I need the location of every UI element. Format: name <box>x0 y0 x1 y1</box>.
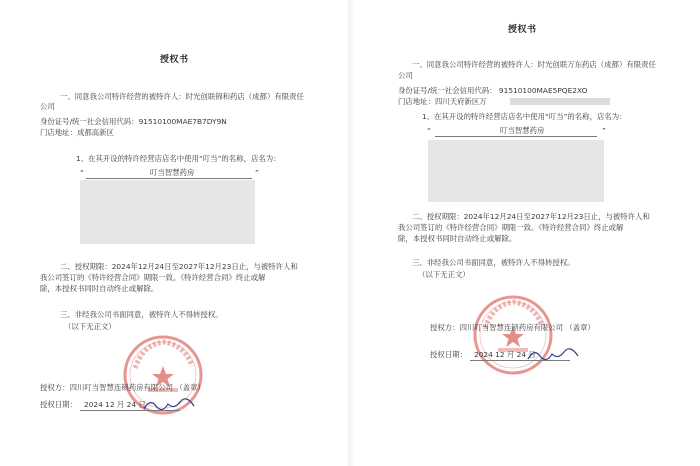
right-redacted-block <box>428 140 604 202</box>
right-address-redaction <box>510 98 610 105</box>
left-item1-line1: 一、同意我公司特许经营的被特许人：时光创联锦和药店（成都）有限责任 <box>60 92 304 101</box>
left-open-quote: “ <box>80 168 84 177</box>
left-term-line3: 除，本授权书同时自动终止或解除。 <box>40 284 159 293</box>
left-date-label: 授权日期： <box>40 400 77 409</box>
right-item1-line1: 一、同意我公司特许经营的被特许人：时光创联万东药店（成都）有限责任 <box>412 60 656 69</box>
left-item1-line2: 公司 <box>40 102 55 111</box>
right-date-label: 授权日期： <box>430 350 467 359</box>
right-company-seal <box>468 290 558 380</box>
right-open-quote: “ <box>427 126 431 135</box>
right-term-line3: 除，本授权书同时自动终止或解除。 <box>398 234 517 243</box>
left-store-name: 叮当智慧药房 <box>150 168 195 177</box>
right-term-line2: 我公司签订的《特许经营合同》期限一致。《特许经营合同》终止或解 <box>398 223 624 232</box>
left-close-quote: ” <box>255 168 259 177</box>
right-authorization-letter <box>350 0 700 466</box>
right-transfer-clause: 三、非经我公司书面同意，被特许人不得转授权。 <box>412 258 575 267</box>
left-term-line2: 我公司签订的《特许经营合同》期限一致。《特许经营合同》终止或解 <box>40 273 266 282</box>
left-transfer-clause: 三、非经我公司书面同意，被特许人不得转授权。 <box>60 310 223 319</box>
right-store-name: 叮当智慧药房 <box>500 126 545 135</box>
right-handwritten-signature <box>524 344 584 366</box>
right-term-line1: 二、授权期限：2024年12月24日至2027年12月23日止，与被特许人和 <box>412 212 650 221</box>
right-item1-line2: 公司 <box>398 71 413 80</box>
right-close-quote: ” <box>602 126 606 135</box>
right-store-name-underline <box>435 136 597 137</box>
right-store-address: 门店地址：四川天府新区万 <box>398 97 487 106</box>
right-store-name-intro: 1、在其开设的特许经营店店名中使用“叮当”的名称，店名为： <box>422 112 627 121</box>
left-redacted-block <box>80 180 255 244</box>
left-handwritten-signature <box>140 394 200 416</box>
right-date-value: 2024 12 月 24 日 <box>474 350 536 359</box>
right-authorizer: 授权方：四川叮当智慧连锁药房有限公司 （盖章） <box>430 323 595 332</box>
right-end-note: （以下无正文） <box>418 270 470 279</box>
left-term-line1: 二、授权期限：2024年12月24日至2027年12月23日止，与被特许人和 <box>60 262 298 271</box>
right-credit-code: 身份证号/统一社会信用代码： 91510100MAE5PQE2XO <box>398 86 588 95</box>
left-date-value: 2024 12 月 24 日 <box>84 400 146 409</box>
left-store-name-intro: 1、在其开设的特许经营店店名中使用“叮当”的名称，店名为： <box>76 154 281 163</box>
left-end-note: （以下无正文） <box>64 322 116 331</box>
left-credit-code: 身份证号/统一社会信用代码：91510100MAE7B7DY9N <box>40 117 227 126</box>
left-authorizer: 授权方：四川叮当智慧连锁药房有限公司 （盖章） <box>40 383 205 392</box>
left-store-address: 门店地址：成都高新区 <box>40 128 114 137</box>
left-doc-title: 授权书 <box>160 55 189 65</box>
left-store-name-underline <box>86 178 252 179</box>
right-doc-title: 授权书 <box>508 25 537 35</box>
